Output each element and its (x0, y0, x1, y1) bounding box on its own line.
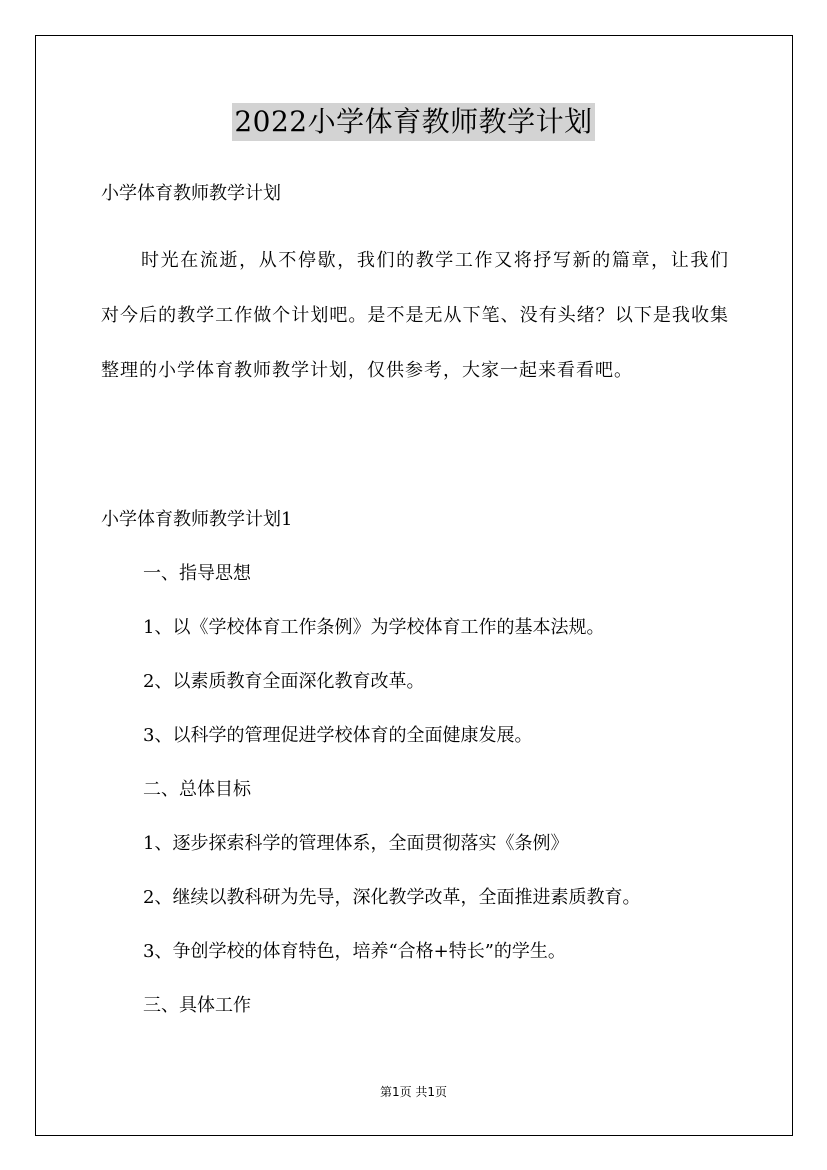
list-item: 3、以科学的管理促进学校体育的全面健康发展。 (143, 725, 533, 746)
list-item: 2、以素质教育全面深化教育改革。 (143, 671, 425, 692)
list-item: 1、以《学校体育工作条例》为学校体育工作的基本法规。 (143, 617, 605, 638)
section-heading: 小学体育教师教学计划1 (101, 509, 293, 530)
title-container (0, 103, 827, 141)
document-subtitle: 小学体育教师教学计划 (101, 183, 281, 204)
heading-overall-goals: 二、总体目标 (143, 779, 251, 800)
heading-specific-work: 三、具体工作 (143, 995, 251, 1016)
document-title: 2022小学体育教师教学计划 (232, 103, 594, 141)
list-item: 2、继续以教科研为先导，深化教学改革，全面推进素质教育。 (143, 887, 641, 908)
page-footer: 第1页 共1页 (379, 1085, 448, 1099)
list-item: 3、争创学校的体育特色，培养“合格+特长”的学生。 (143, 941, 566, 962)
intro-paragraph: 时光在流逝，从不停歇，我们的教学工作又将抒写新的篇章，让我们对今后的教学工作做个计划吧。是不是无从下笔、没有头绪？以下是我收集整理的小学体育教师教学计划，仅供参考，大家一起来看看吧。 (101, 250, 729, 381)
heading-guiding-ideology: 一、指导思想 (143, 563, 251, 584)
list-item: 1、逐步探索科学的管理体系，全面贯彻落实《条例》 (143, 833, 569, 854)
